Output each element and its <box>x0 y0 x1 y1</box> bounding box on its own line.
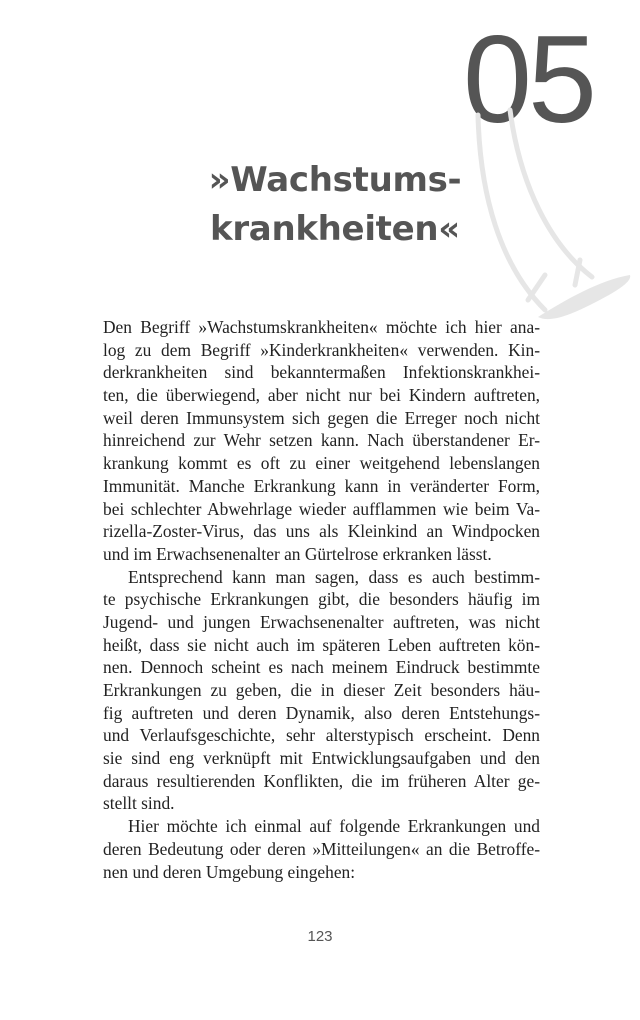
text-line: stellt sind. <box>103 793 175 814</box>
text-line: derkrankheiten sind bekanntermaßen Infektionskrankhei- <box>103 362 540 383</box>
text-line: und im Erwachsenenalter an Gürtelrose erkranken lässt. <box>103 543 492 564</box>
text-line: hinreichend zur Wehr setzen kann. Nach überstandener Er- <box>103 430 540 451</box>
text-line: heißt, dass sie nicht auch im späteren Leben auftreten kön- <box>103 634 540 655</box>
text-line: log zu dem Begriff »Kinderkrankheiten« verwenden. Kin- <box>103 339 540 360</box>
text-line: nen. Dennoch scheint es nach meinem Eindruck bestimmte <box>103 657 540 678</box>
chapter-title-line-2: krankheiten« <box>210 209 460 249</box>
text-line: daraus resultierenden Konflikten, die im früheren Alter ge- <box>103 770 540 791</box>
text-line: Immunität. Manche Erkrankung kann in veränderter Form, <box>103 475 540 496</box>
text-line: sie sind eng verknüpft mit Entwicklungsaufgaben und den <box>103 748 540 769</box>
chapter-number: 05 <box>463 11 593 149</box>
page-number: 123 <box>307 928 333 945</box>
chapter-title-line-1: »Wachstums- <box>208 160 462 200</box>
chapter-title <box>0 156 640 254</box>
text-line: ten, die überwiegend, aber nicht nur bei Kindern auftreten, <box>103 385 540 406</box>
text-line: krankung kommt es oft zu einer weitgehend lebenslangen <box>103 453 540 474</box>
paragraph-2 <box>103 566 540 816</box>
text-line: und Verlaufsgeschichte, sehr alterstypisch erscheint. Denn <box>103 725 540 746</box>
body-text <box>103 316 540 883</box>
text-line: bei schlechter Abwehrlage wieder aufflammen wie beim Va- <box>103 498 540 519</box>
text-line: Hier möchte ich einmal auf folgende Erkrankungen und <box>128 816 540 837</box>
text-line: fig auftreten und deren Dynamik, also deren Entstehungs- <box>103 702 540 723</box>
text-line: nen und deren Umgebung eingehen: <box>103 861 356 882</box>
text-line: deren Bedeutung oder deren »Mitteilungen« an die Betroffe- <box>103 838 540 859</box>
text-line: Jugend- und jungen Erwachsenenalter auftreten, was nicht <box>103 611 540 632</box>
text-line: weil deren Immunsystem sich gegen die Erreger noch nicht <box>103 407 540 428</box>
text-line: Erkrankungen zu geben, die in dieser Zeit besonders häu- <box>103 680 540 700</box>
text-line: Entsprechend kann man sagen, dass es auch bestimm- <box>128 566 540 587</box>
paragraph-3 <box>103 815 540 883</box>
text-line: rizella-Zoster-Virus, das uns als Kleinkind an Windpocken <box>103 521 540 542</box>
paragraph-1 <box>103 316 540 566</box>
text-line: Den Begriff »Wachstumskrankheiten« möchte ich hier ana- <box>103 317 540 337</box>
text-line: te psychische Erkrankungen gibt, die besonders häufig im <box>103 589 540 610</box>
